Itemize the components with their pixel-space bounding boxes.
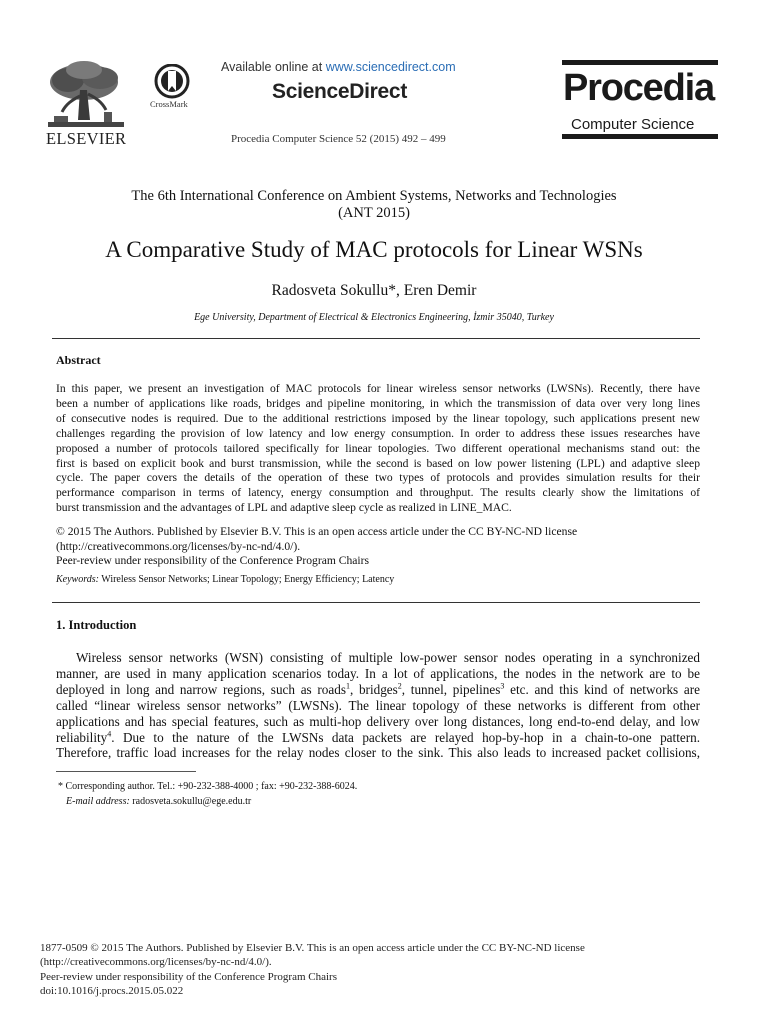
keywords-bottom-divider [52,602,700,603]
footer-doi[interactable]: doi:10.1016/j.procs.2015.05.022 [40,985,184,998]
body-line: Therefore, traffic load increases for the relay nodes closer to the sink. This also leads to increased packet collisions, [56,745,700,761]
abstract-line: challenges regarding the provision of low latency and low energy consumption. In order to address these issues researches have [56,426,700,440]
journal-reference: Procedia Computer Science 52 (2015) 492 – 499 [231,133,446,145]
footer-license-url[interactable]: (http://creativecommons.org/licenses/by-nc-nd/4.0/). [40,956,272,969]
body-text: etc. and this kind of networks are [504,681,700,697]
crossmark-label: CrossMark [150,99,188,109]
introduction-heading: 1. Introduction [56,618,137,632]
paper-title: A Comparative Study of MAC protocols for Linear WSNs [105,237,643,262]
conference-name: The 6th International Conference on Ambient Systems, Networks and Technologies [131,188,617,204]
keywords-line [56,574,394,585]
abstract-line: of consecutive nodes is required. Due to the additional restrictions imposed by the linear topology, such applications present new [56,411,700,425]
abstract-body [56,382,700,516]
keywords-label: Keywords: [56,574,99,585]
body-line: manner, are used in many application scenarios today. In a lot of applications, the nodes in the network are to be [56,665,700,681]
footnote-divider [56,771,196,772]
introduction-body [56,650,700,761]
abstract-line: first is based on explicit book and burst transmission, while the second is based on low power listening (LPL) and adaptive sleep [56,456,700,470]
license-url[interactable]: (http://creativecommons.org/licenses/by-nc-nd/4.0/). [56,539,301,553]
body-text: , tunnel, pipelines [401,681,501,697]
citation-ref[interactable]: 4 [107,729,112,739]
footnote-contact: * Corresponding author. Tel.: +90-232-388-4000 ; fax: +90-232-388-6024. [58,781,358,792]
email-address[interactable]: radosveta.sokullu@ege.edu.tr [129,796,252,807]
citation-ref[interactable]: 3 [500,681,505,691]
available-online-line [221,60,456,74]
footnote-email-line [58,794,357,809]
page-footer [40,941,585,999]
sciencedirect-link[interactable]: www.sciencedirect.com [325,60,456,74]
body-text: . Due to the nature of the LWSNs data packets are relayed hop-by-hop in a chain-to-one pattern. [111,729,700,745]
abstract-line: proposed a number of protocols tailored specifically for linear topologies. Two different operational mechanisms stand out: the [56,441,700,455]
peer-review-line: Peer-review under responsibility of the Conference Program Chairs [56,554,370,568]
body-line [56,730,700,746]
license-line: © 2015 The Authors. Published by Elsevier B.V. This is an open access article under the CC BY-NC-ND license [56,525,578,538]
abstract-top-divider [52,338,700,339]
body-line: Wireless sensor networks (WSN) consisting of multiple low-power sensor nodes operating in a synchronized [76,650,700,665]
abstract-line: In this paper, we present an investigation of MAC protocols for linear wireless sensor networks (LWSNs). Recently, there have [56,382,700,395]
citation-ref[interactable]: 1 [345,681,350,691]
footer-peer-review: Peer-review under responsibility of the Conference Program Chairs [40,970,337,983]
author-affiliation: Ege University, Department of Electrical & Electronics Engineering, İzmir 35040, Turkey [194,312,554,323]
corresponding-author-footnote [58,779,357,809]
abstract-heading: Abstract [56,353,101,367]
conference-acronym: (ANT 2015) [338,205,410,221]
body-text: deployed in long and narrow regions, such as roads [56,681,346,697]
footer-license: 1877-0509 © 2015 The Authors. Published by Elsevier B.V. This is an open access article under the CC BY-NC-ND license [40,942,585,954]
body-line [56,682,700,698]
body-text: , bridges [349,681,398,697]
procedia-subtitle: Computer Science [571,116,695,133]
abstract-line: burst transmission and the advantages of LPL and adaptive sleep cycle as realized in LINE_MAC. [56,501,512,515]
email-label: E-mail address: [66,796,130,807]
abstract-line: cycle. The paper covers the details of the operation of these two types of protocols and provides simulation results for their [56,471,700,485]
procedia-wordmark: Procedia [563,67,714,109]
body-line: called “linear wireless sensor networks” (LWSNs). The linear topology of these networks is different from other [56,697,700,713]
license-statement [56,525,700,569]
elsevier-wordmark: ELSEVIER [46,129,127,148]
abstract-line: performance comparison in terms of latency, energy consumption and throughput. The results clearly show the limitations of [56,486,700,500]
citation-ref[interactable]: 2 [397,681,402,691]
body-text: reliability [56,729,108,745]
abstract-line: been a number of applications like roads, bridges and pipeline monitoring, in which the transmission of data over very long lines [56,396,700,410]
body-line: applications and has special features, such as multi-hop delivery over long distances, long end-to-end delay, and low [56,713,700,729]
author-list: Radosveta Sokullu*, Eren Demir [271,282,477,299]
keywords-text: Wireless Sensor Networks; Linear Topology; Energy Efficiency; Latency [98,574,395,585]
sciencedirect-brand: ScienceDirect [272,80,408,103]
available-online-prefix: Available online at [221,60,323,74]
